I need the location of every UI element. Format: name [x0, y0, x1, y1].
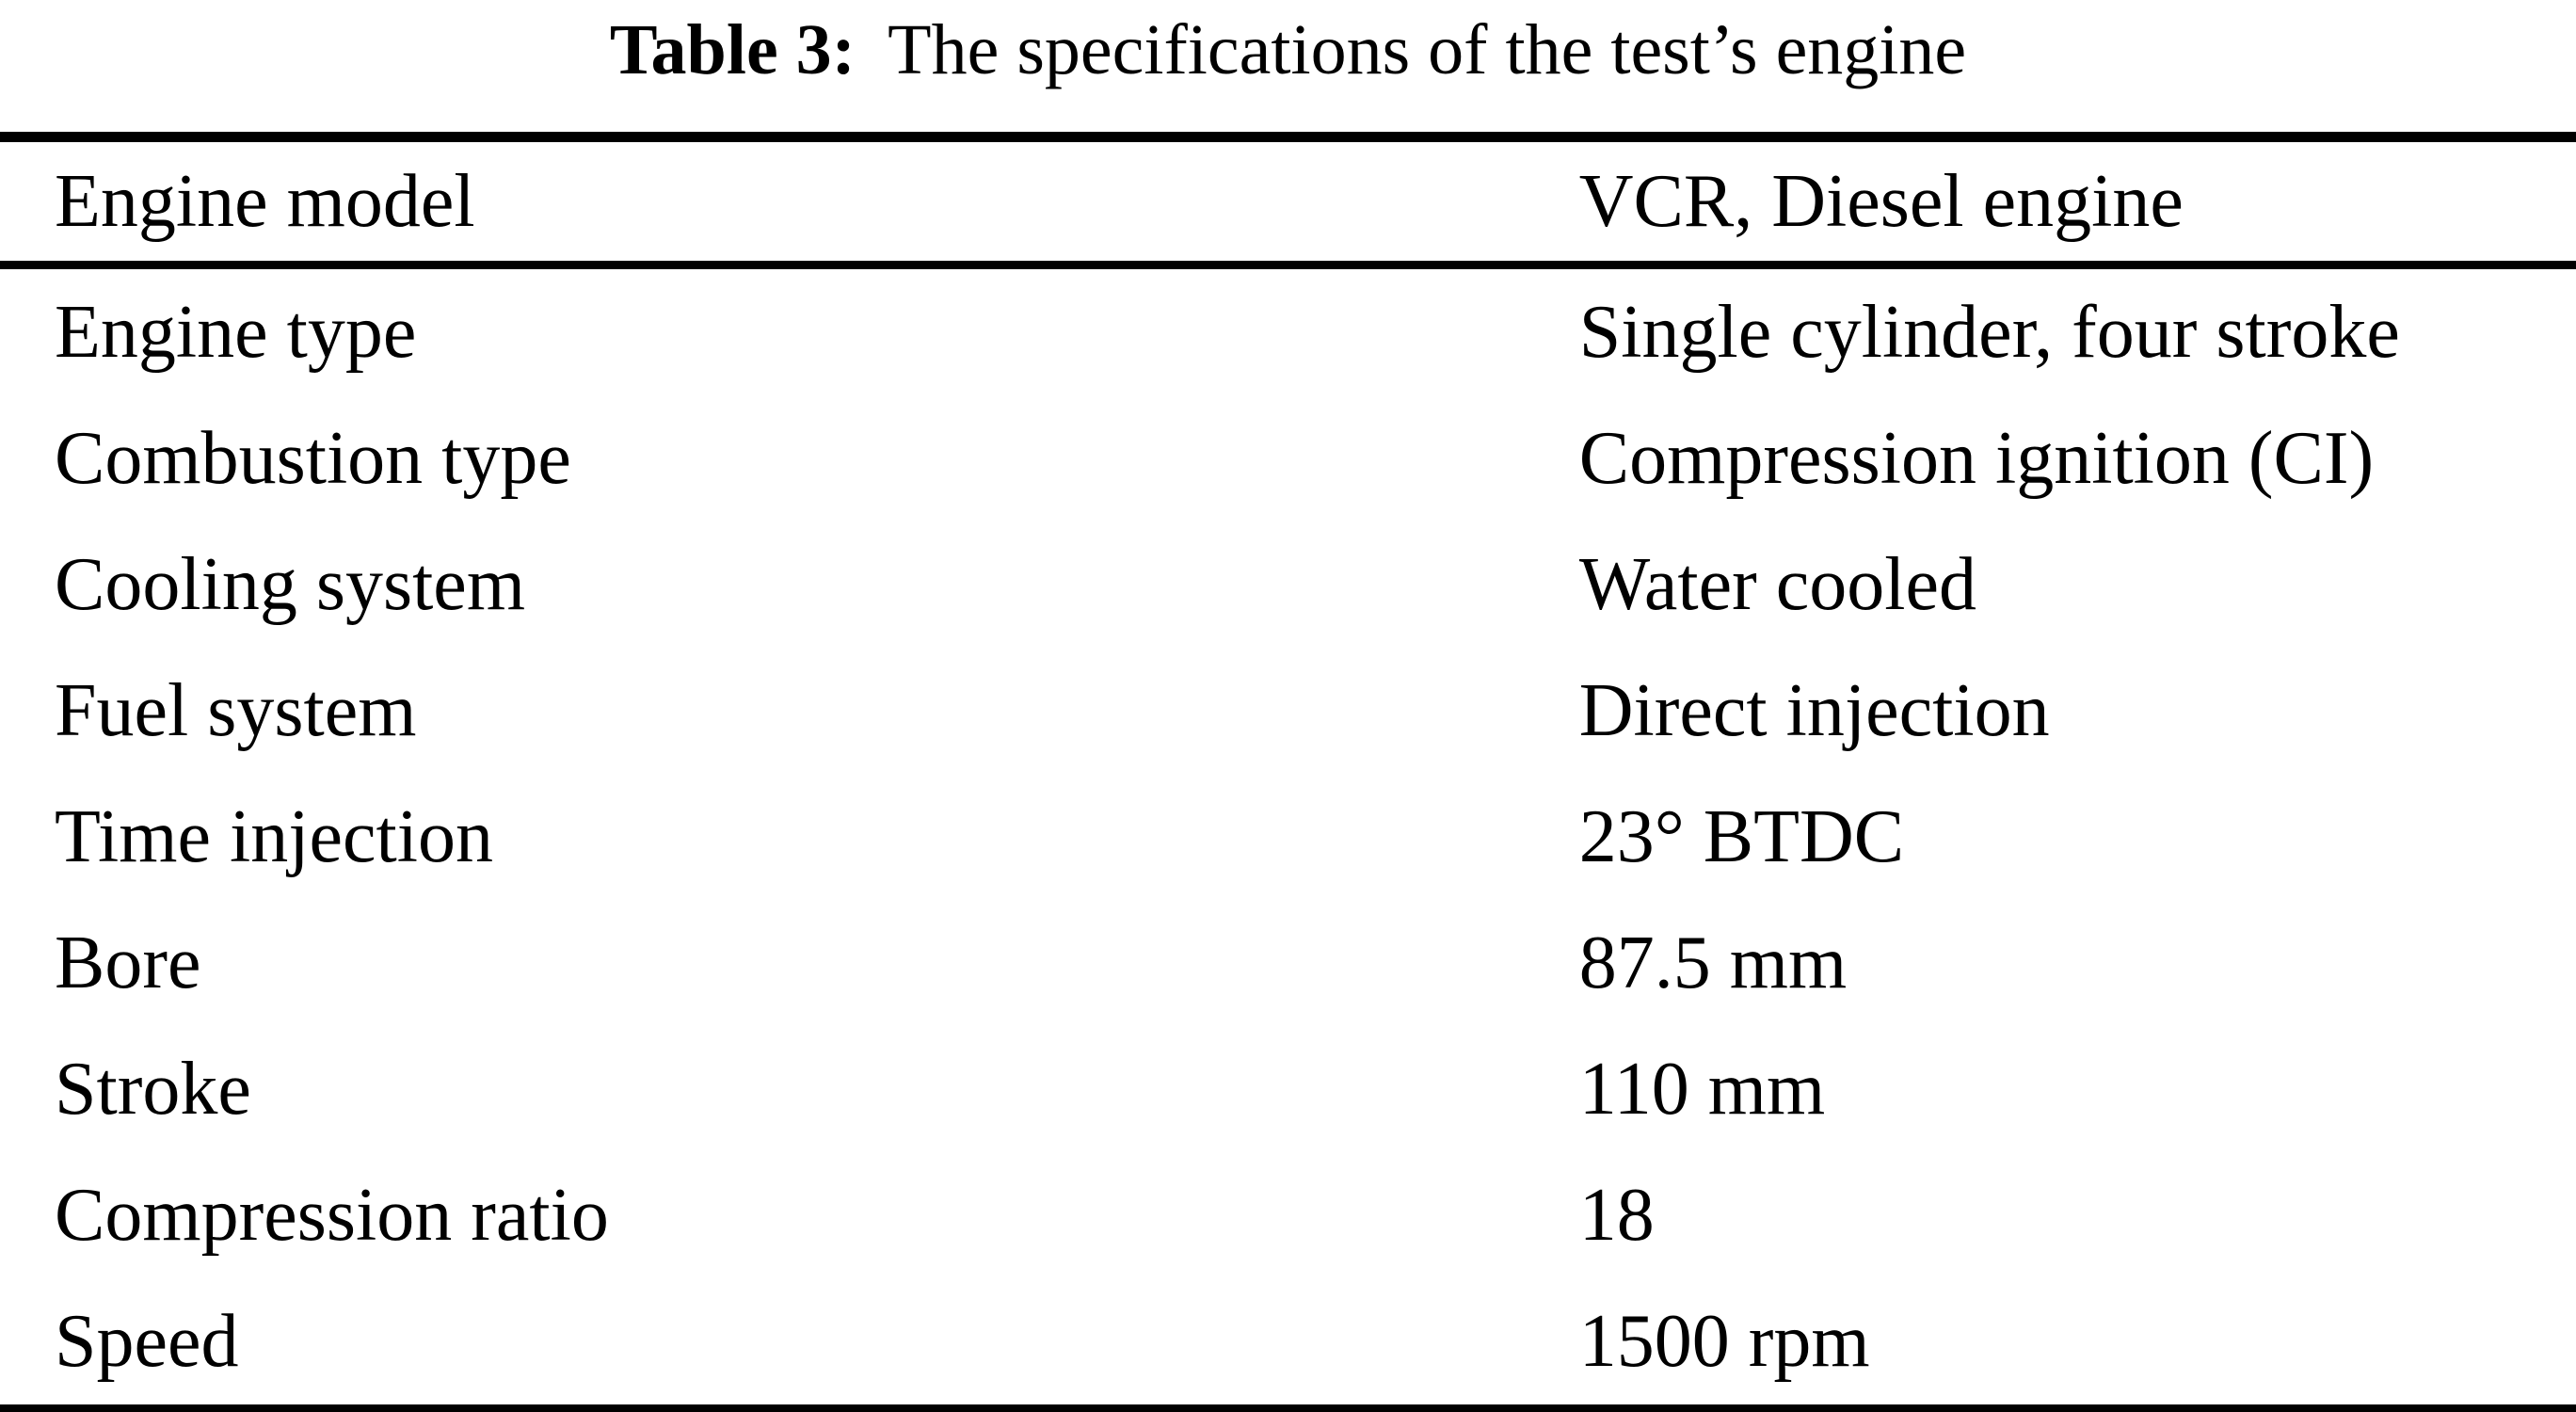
- table-caption: [0, 6, 2576, 95]
- table-row: [0, 774, 2576, 900]
- row-label: Compression ratio: [55, 1174, 609, 1257]
- row-label: Time injection: [55, 795, 493, 878]
- row-value: 110 mm: [1578, 1048, 1826, 1131]
- row-label: Speed: [55, 1300, 239, 1383]
- row-value: Single cylinder, four stroke: [1578, 291, 2400, 374]
- table-row: [0, 395, 2576, 521]
- row-label: Bore: [55, 922, 201, 1004]
- row-label: Cooling system: [55, 543, 526, 626]
- table-caption-number: Table 3:: [609, 10, 856, 89]
- row-value: 18: [1578, 1174, 1655, 1257]
- row-value: 87.5 mm: [1578, 922, 1848, 1004]
- header-label: Engine model: [55, 160, 475, 243]
- row-value: Direct injection: [1578, 669, 2050, 752]
- row-value: 23° BTDC: [1578, 795, 1905, 878]
- engine-spec-table: [0, 132, 2576, 1412]
- row-label: Fuel system: [55, 669, 417, 752]
- row-label: Combustion type: [55, 417, 571, 500]
- table-caption-text: The specifications of the test’s engine: [888, 10, 1967, 89]
- table-row: [0, 521, 2576, 648]
- row-value: Water cooled: [1578, 543, 1976, 626]
- table-row: [0, 1026, 2576, 1152]
- row-value: 1500 rpm: [1578, 1300, 1870, 1383]
- table-row: [0, 648, 2576, 774]
- table-header-row: [0, 137, 2576, 265]
- table-row: [0, 1278, 2576, 1410]
- table-row: [0, 265, 2576, 396]
- row-label: Stroke: [55, 1048, 251, 1131]
- table-row: [0, 900, 2576, 1026]
- row-label: Engine type: [55, 291, 417, 374]
- row-value: Compression ignition (CI): [1578, 417, 2375, 500]
- header-value: VCR, Diesel engine: [1578, 160, 2184, 243]
- table-row: [0, 1152, 2576, 1278]
